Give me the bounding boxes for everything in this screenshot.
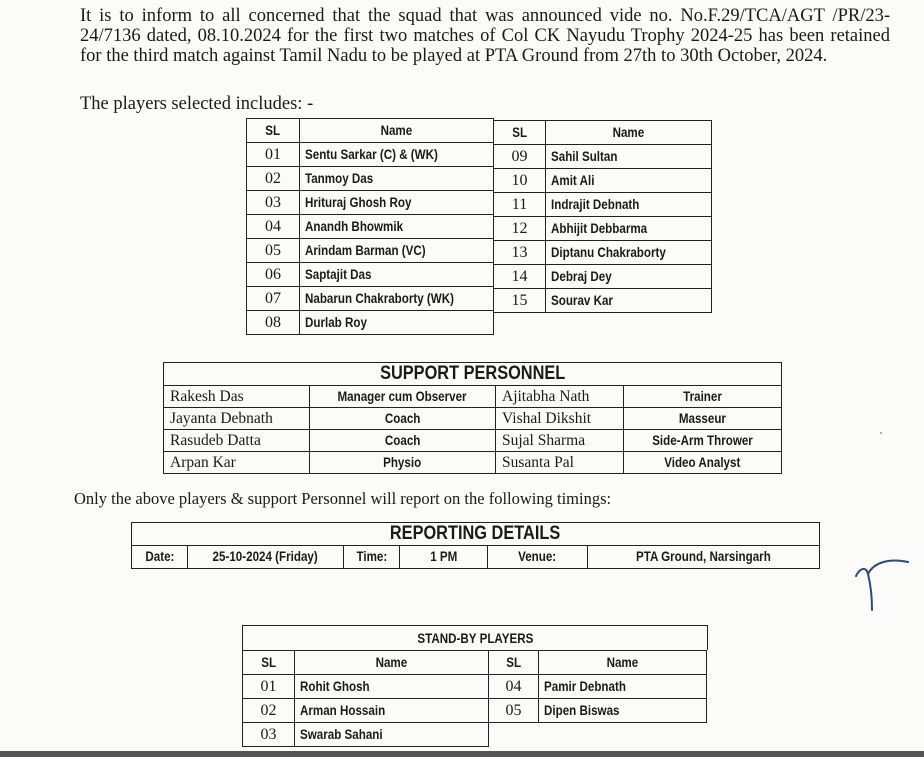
players-table-right <box>493 120 712 313</box>
date-label: Date: <box>132 546 188 569</box>
name-header: Name <box>546 121 712 145</box>
standby-name: Swarab Sahani <box>295 723 489 747</box>
staff-name: Jayanta Debnath <box>164 408 310 430</box>
player-name: Durlab Roy <box>300 311 494 335</box>
name-header: Name <box>300 119 494 143</box>
table-row <box>247 239 494 263</box>
sl-header: SL <box>243 651 295 675</box>
player-sl: 13 <box>494 241 546 265</box>
date-value: 25-10-2024 (Friday) <box>188 546 344 569</box>
table-row <box>247 143 494 167</box>
player-name: Abhijit Debbarma <box>546 217 712 241</box>
staff-name: Vishal Dikshit <box>496 408 624 430</box>
table-row <box>489 675 707 699</box>
time-value: 1 PM <box>400 546 488 569</box>
name-header: Name <box>539 651 707 675</box>
sl-header: SL <box>494 121 546 145</box>
venue-value: PTA Ground, Narsingarh <box>588 546 820 569</box>
player-name: Amit Ali <box>546 169 712 193</box>
player-sl: 05 <box>247 239 300 263</box>
player-name: Tanmoy Das <box>300 167 494 191</box>
staff-role: Masseur <box>624 408 782 430</box>
page-edge-bar <box>0 751 924 757</box>
table-row <box>243 699 489 723</box>
table-row <box>494 289 712 313</box>
table-header-row <box>243 651 489 675</box>
scan-speck <box>880 432 882 434</box>
signature-mark <box>850 552 914 616</box>
staff-name: Ajitabha Nath <box>496 386 624 408</box>
table-row <box>247 167 494 191</box>
standby-name: Pamir Debnath <box>539 675 707 699</box>
player-name: Saptajit Das <box>300 263 494 287</box>
player-sl: 15 <box>494 289 546 313</box>
table-row <box>243 723 489 747</box>
player-name: Nabarun Chakraborty (WK) <box>300 287 494 311</box>
players-table-left <box>246 118 494 335</box>
support-title: SUPPORT PERSONNEL <box>164 363 782 386</box>
player-name: Anandh Bhowmik <box>300 215 494 239</box>
table-header-row <box>489 651 707 675</box>
support-personnel-table <box>163 362 782 474</box>
staff-role: Coach <box>310 430 496 452</box>
player-sl: 07 <box>247 287 300 311</box>
staff-role: Video Analyst <box>624 452 782 474</box>
standby-sl: 01 <box>243 675 295 699</box>
staff-name: Sujal Sharma <box>496 430 624 452</box>
player-sl: 04 <box>247 215 300 239</box>
player-sl: 11 <box>494 193 546 217</box>
table-row <box>164 408 782 430</box>
standby-name: Rohit Ghosh <box>295 675 489 699</box>
table-row <box>247 191 494 215</box>
player-name: Sahil Sultan <box>546 145 712 169</box>
player-sl: 08 <box>247 311 300 335</box>
reporting-details-table <box>131 522 820 569</box>
table-row <box>494 193 712 217</box>
player-name: Sentu Sarkar (C) & (WK) <box>300 143 494 167</box>
table-row <box>243 675 489 699</box>
standby-name: Arman Hossain <box>295 699 489 723</box>
staff-name: Susanta Pal <box>496 452 624 474</box>
player-sl: 03 <box>247 191 300 215</box>
table-row <box>494 217 712 241</box>
table-header-row <box>494 121 712 145</box>
player-name: Sourav Kar <box>546 289 712 313</box>
table-row <box>494 241 712 265</box>
standby-table-right <box>488 650 707 723</box>
player-name: Hrituraj Ghosh Roy <box>300 191 494 215</box>
table-row <box>489 699 707 723</box>
staff-role: Trainer <box>624 386 782 408</box>
table-row <box>494 265 712 289</box>
table-row <box>494 145 712 169</box>
reporting-title: REPORTING DETAILS <box>132 523 820 546</box>
staff-name: Rasudeb Datta <box>164 430 310 452</box>
sl-header: SL <box>489 651 539 675</box>
player-name: Indrajit Debnath <box>546 193 712 217</box>
player-sl: 02 <box>247 167 300 191</box>
player-sl: 12 <box>494 217 546 241</box>
player-sl: 10 <box>494 169 546 193</box>
player-name: Diptanu Chakraborty <box>546 241 712 265</box>
table-row <box>247 311 494 335</box>
table-row <box>247 263 494 287</box>
staff-role: Coach <box>310 408 496 430</box>
table-row <box>132 546 820 569</box>
standby-sl: 04 <box>489 675 539 699</box>
standby-title-box <box>242 625 708 650</box>
player-sl: 06 <box>247 263 300 287</box>
players-lead-text: The players selected includes: - <box>80 94 314 114</box>
venue-label: Venue: <box>488 546 588 569</box>
standby-name: Dipen Biswas <box>539 699 707 723</box>
staff-role: Side-Arm Thrower <box>624 430 782 452</box>
standby-sl: 05 <box>489 699 539 723</box>
standby-title: STAND-BY PLAYERS <box>417 630 533 646</box>
table-row <box>494 169 712 193</box>
player-name: Arindam Barman (VC) <box>300 239 494 263</box>
player-sl: 14 <box>494 265 546 289</box>
table-row <box>247 215 494 239</box>
standby-sl: 03 <box>243 723 295 747</box>
time-label: Time: <box>344 546 400 569</box>
intro-paragraph: It is to inform to all concerned that the squad that was announced vide no. No.F.29/TCA/AGT /PR/23-24/7136 dated, 08.10.2024 for the first two matches of Col CK Nayudu Trophy 2024-25 has been retained for the third match against Tamil Nadu to be played at PTA Ground from 27th to 30th October, 2024. <box>80 6 890 66</box>
sl-header: SL <box>247 119 300 143</box>
table-header-row <box>247 119 494 143</box>
player-name: Debraj Dey <box>546 265 712 289</box>
name-header: Name <box>295 651 489 675</box>
staff-name: Arpan Kar <box>164 452 310 474</box>
staff-name: Rakesh Das <box>164 386 310 408</box>
table-row <box>164 452 782 474</box>
standby-sl: 02 <box>243 699 295 723</box>
staff-role: Manager cum Observer <box>310 386 496 408</box>
table-row <box>164 386 782 408</box>
table-row <box>164 430 782 452</box>
table-row <box>247 287 494 311</box>
player-sl: 09 <box>494 145 546 169</box>
staff-role: Physio <box>310 452 496 474</box>
player-sl: 01 <box>247 143 300 167</box>
reporting-note: Only the above players & support Personnel will report on the following timings: <box>74 489 612 508</box>
